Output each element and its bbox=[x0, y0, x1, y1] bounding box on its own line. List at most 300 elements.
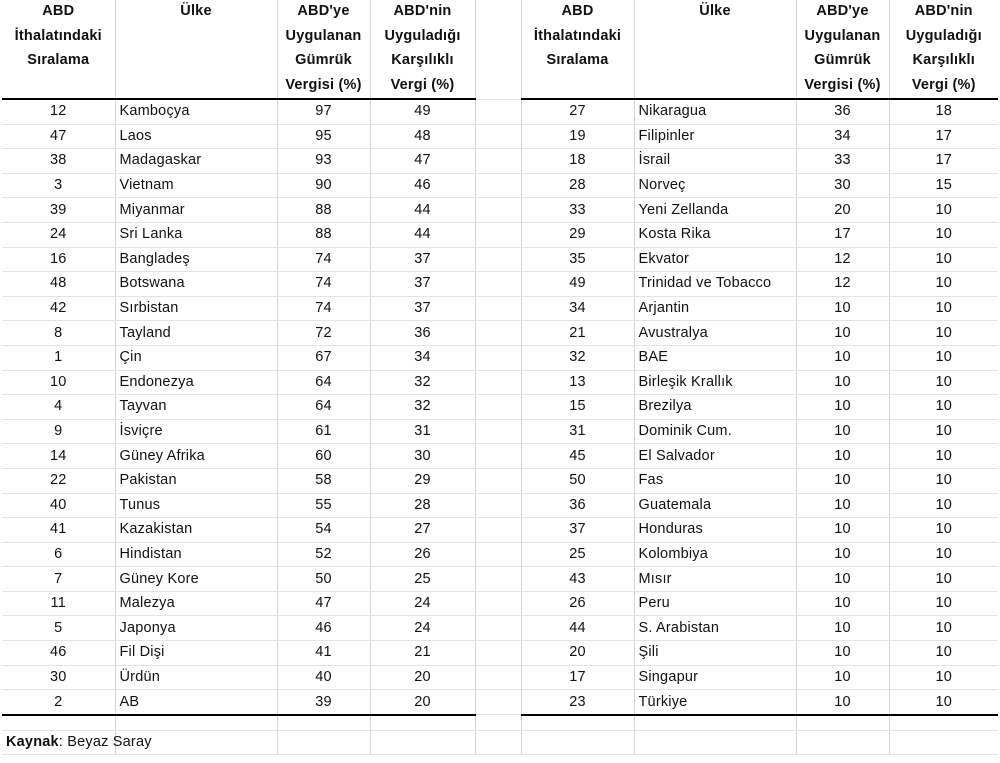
tariff-cell: 10 bbox=[796, 518, 889, 543]
rank-cell: 31 bbox=[521, 419, 634, 444]
spacer-cell bbox=[475, 272, 521, 297]
table-row bbox=[2, 222, 998, 247]
tariff-cell: 10 bbox=[796, 665, 889, 690]
country-cell: S. Arabistan bbox=[634, 616, 796, 641]
rank-cell: 22 bbox=[2, 468, 115, 493]
rank-cell: 45 bbox=[521, 444, 634, 469]
rank-cell: 29 bbox=[521, 222, 634, 247]
reciprocal-cell: 10 bbox=[889, 444, 998, 469]
reciprocal-cell: 10 bbox=[889, 616, 998, 641]
table-row bbox=[2, 345, 998, 370]
spacer-cell bbox=[475, 124, 521, 149]
reciprocal-cell: 49 bbox=[370, 99, 475, 124]
reciprocal-cell: 20 bbox=[370, 690, 475, 715]
tariff-cell: 72 bbox=[277, 321, 370, 346]
rank-cell: 37 bbox=[521, 518, 634, 543]
tariff-cell: 10 bbox=[796, 395, 889, 420]
empty-cell bbox=[277, 715, 370, 731]
reciprocal-cell: 32 bbox=[370, 395, 475, 420]
country-cell: Madagaskar bbox=[115, 149, 277, 174]
rank-cell: 7 bbox=[2, 567, 115, 592]
spacer-cell bbox=[475, 395, 521, 420]
country-cell: Hindistan bbox=[115, 542, 277, 567]
rank-cell: 50 bbox=[521, 468, 634, 493]
reciprocal-cell: 10 bbox=[889, 493, 998, 518]
table-row bbox=[2, 493, 998, 518]
tariff-cell: 20 bbox=[796, 198, 889, 223]
empty-row bbox=[2, 715, 998, 731]
rank-cell: 40 bbox=[2, 493, 115, 518]
tariff-cell: 10 bbox=[796, 616, 889, 641]
header-country-line: Ülke bbox=[699, 3, 731, 19]
tariff-cell: 34 bbox=[796, 124, 889, 149]
header-reciprocal-right bbox=[889, 0, 998, 99]
header-tariff-line: ABD'ye bbox=[297, 3, 350, 19]
spacer-cell bbox=[475, 518, 521, 543]
header-tariff-line: ABD'ye bbox=[816, 3, 869, 19]
spacer-cell bbox=[475, 247, 521, 272]
tariff-cell: 88 bbox=[277, 222, 370, 247]
tariff-cell: 17 bbox=[796, 222, 889, 247]
reciprocal-cell: 10 bbox=[889, 395, 998, 420]
tariff-cell: 39 bbox=[277, 690, 370, 715]
tariff-cell: 50 bbox=[277, 567, 370, 592]
spacer-cell bbox=[475, 567, 521, 592]
rank-cell: 28 bbox=[521, 173, 634, 198]
header-reciprocal-line: Vergi (%) bbox=[911, 76, 976, 93]
header-rank-line: ABD bbox=[42, 3, 75, 19]
reciprocal-cell: 36 bbox=[370, 321, 475, 346]
country-cell: İsrail bbox=[634, 149, 796, 174]
country-cell: Kosta Rika bbox=[634, 222, 796, 247]
reciprocal-cell: 37 bbox=[370, 272, 475, 297]
rank-cell: 18 bbox=[521, 149, 634, 174]
tariff-cell: 10 bbox=[796, 567, 889, 592]
header-rank-right bbox=[521, 0, 634, 99]
country-cell: Nikaragua bbox=[634, 99, 796, 124]
header-tariff-line: Gümrük bbox=[295, 52, 352, 68]
header-tariff-line: Gümrük bbox=[814, 52, 871, 68]
table-row bbox=[2, 124, 998, 149]
reciprocal-cell: 20 bbox=[370, 665, 475, 690]
table-row bbox=[2, 468, 998, 493]
spacer-cell bbox=[475, 690, 521, 715]
spacer-cell bbox=[475, 444, 521, 469]
tariff-cell: 61 bbox=[277, 419, 370, 444]
spacer-cell bbox=[475, 591, 521, 616]
rank-cell: 23 bbox=[521, 690, 634, 715]
country-cell: Vietnam bbox=[115, 173, 277, 198]
reciprocal-cell: 26 bbox=[370, 542, 475, 567]
table-row bbox=[2, 247, 998, 272]
spacer-cell bbox=[475, 468, 521, 493]
tariff-cell: 54 bbox=[277, 518, 370, 543]
spacer-cell bbox=[475, 173, 521, 198]
rank-cell: 1 bbox=[2, 345, 115, 370]
tariff-cell: 10 bbox=[796, 419, 889, 444]
reciprocal-cell: 10 bbox=[889, 321, 998, 346]
source-value: Beyaz Saray bbox=[63, 734, 152, 751]
spacer-cell bbox=[475, 321, 521, 346]
header-reciprocal-line: Karşılıklı bbox=[391, 52, 454, 68]
tariff-cell: 41 bbox=[277, 641, 370, 666]
spacer-cell bbox=[475, 419, 521, 444]
reciprocal-cell: 44 bbox=[370, 198, 475, 223]
tariff-table bbox=[2, 0, 998, 755]
spacer-cell bbox=[475, 370, 521, 395]
country-cell: Pakistan bbox=[115, 468, 277, 493]
rank-cell: 26 bbox=[521, 591, 634, 616]
reciprocal-cell: 28 bbox=[370, 493, 475, 518]
rank-cell: 19 bbox=[521, 124, 634, 149]
tariff-cell: 90 bbox=[277, 173, 370, 198]
spacer-column bbox=[475, 0, 521, 99]
spacer-cell bbox=[475, 345, 521, 370]
empty-cell bbox=[796, 730, 889, 755]
spacer-cell bbox=[475, 222, 521, 247]
header-reciprocal-line: ABD'nin bbox=[393, 3, 452, 19]
reciprocal-cell: 10 bbox=[889, 296, 998, 321]
rank-cell: 30 bbox=[2, 665, 115, 690]
empty-cell bbox=[2, 715, 115, 731]
table-row bbox=[2, 616, 998, 641]
tariff-cell: 93 bbox=[277, 149, 370, 174]
reciprocal-cell: 10 bbox=[889, 419, 998, 444]
header-rank-line: Sıralama bbox=[546, 52, 609, 68]
tariff-cell: 10 bbox=[796, 296, 889, 321]
tariff-cell: 46 bbox=[277, 616, 370, 641]
reciprocal-cell: 10 bbox=[889, 591, 998, 616]
reciprocal-cell: 29 bbox=[370, 468, 475, 493]
country-cell: Fil Dişi bbox=[115, 641, 277, 666]
header-row bbox=[2, 0, 998, 99]
reciprocal-cell: 10 bbox=[889, 272, 998, 297]
reciprocal-cell: 34 bbox=[370, 345, 475, 370]
spacer-cell bbox=[475, 149, 521, 174]
header-reciprocal-line: ABD'nin bbox=[914, 3, 973, 19]
tariff-cell: 33 bbox=[796, 149, 889, 174]
tariff-cell: 74 bbox=[277, 296, 370, 321]
tariff-cell: 10 bbox=[796, 690, 889, 715]
tariff-cell: 10 bbox=[796, 321, 889, 346]
empty-cell bbox=[521, 730, 634, 755]
country-cell: Laos bbox=[115, 124, 277, 149]
table-row bbox=[2, 542, 998, 567]
country-cell: Avustralya bbox=[634, 321, 796, 346]
rank-cell: 33 bbox=[521, 198, 634, 223]
empty-cell bbox=[277, 730, 370, 755]
tariff-cell: 55 bbox=[277, 493, 370, 518]
country-cell: Arjantin bbox=[634, 296, 796, 321]
spacer-cell bbox=[475, 665, 521, 690]
country-cell: BAE bbox=[634, 345, 796, 370]
reciprocal-cell: 44 bbox=[370, 222, 475, 247]
country-cell: Sri Lanka bbox=[115, 222, 277, 247]
table-row bbox=[2, 198, 998, 223]
rank-cell: 41 bbox=[2, 518, 115, 543]
rank-cell: 21 bbox=[521, 321, 634, 346]
rank-cell: 15 bbox=[521, 395, 634, 420]
tariff-cell: 88 bbox=[277, 198, 370, 223]
empty-cell bbox=[370, 715, 475, 731]
country-cell: Dominik Cum. bbox=[634, 419, 796, 444]
rank-cell: 24 bbox=[2, 222, 115, 247]
tariff-cell: 74 bbox=[277, 247, 370, 272]
country-cell: Brezilya bbox=[634, 395, 796, 420]
header-tariff-line: Vergisi (%) bbox=[285, 76, 362, 93]
reciprocal-cell: 10 bbox=[889, 247, 998, 272]
empty-cell bbox=[115, 715, 277, 731]
reciprocal-cell: 10 bbox=[889, 345, 998, 370]
empty-cell bbox=[634, 715, 796, 731]
country-cell: El Salvador bbox=[634, 444, 796, 469]
header-tariff-line: Vergisi (%) bbox=[804, 76, 881, 93]
country-cell: Mısır bbox=[634, 567, 796, 592]
empty-cell bbox=[475, 730, 521, 755]
reciprocal-cell: 46 bbox=[370, 173, 475, 198]
country-cell: Birleşik Krallık bbox=[634, 370, 796, 395]
table-row bbox=[2, 641, 998, 666]
table-row bbox=[2, 149, 998, 174]
country-cell: Filipinler bbox=[634, 124, 796, 149]
rank-cell: 44 bbox=[521, 616, 634, 641]
rank-cell: 47 bbox=[2, 124, 115, 149]
spacer-cell bbox=[475, 542, 521, 567]
table-row bbox=[2, 99, 998, 124]
tariff-cell: 30 bbox=[796, 173, 889, 198]
country-cell: Ürdün bbox=[115, 665, 277, 690]
country-cell: Tayland bbox=[115, 321, 277, 346]
rank-cell: 13 bbox=[521, 370, 634, 395]
rank-cell: 39 bbox=[2, 198, 115, 223]
table-row bbox=[2, 272, 998, 297]
rank-cell: 27 bbox=[521, 99, 634, 124]
rank-cell: 48 bbox=[2, 272, 115, 297]
tariff-cell: 12 bbox=[796, 247, 889, 272]
tariff-cell: 74 bbox=[277, 272, 370, 297]
country-cell: Singapur bbox=[634, 665, 796, 690]
reciprocal-cell: 32 bbox=[370, 370, 475, 395]
empty-cell bbox=[521, 715, 634, 731]
header-tariff-right bbox=[796, 0, 889, 99]
tariff-cell: 10 bbox=[796, 591, 889, 616]
empty-cell bbox=[796, 715, 889, 731]
table-row bbox=[2, 665, 998, 690]
rank-cell: 34 bbox=[521, 296, 634, 321]
reciprocal-cell: 17 bbox=[889, 149, 998, 174]
tariff-cell: 10 bbox=[796, 468, 889, 493]
tariff-cell: 12 bbox=[796, 272, 889, 297]
country-cell: Fas bbox=[634, 468, 796, 493]
empty-cell bbox=[889, 730, 998, 755]
tariff-cell: 36 bbox=[796, 99, 889, 124]
table-row bbox=[2, 690, 998, 715]
reciprocal-cell: 10 bbox=[889, 641, 998, 666]
header-tariff-line: Uygulanan bbox=[285, 27, 362, 44]
country-cell: Trinidad ve Tobacco bbox=[634, 272, 796, 297]
header-reciprocal-line: Karşılıklı bbox=[912, 52, 975, 68]
country-cell: Bangladeş bbox=[115, 247, 277, 272]
tariff-cell: 10 bbox=[796, 641, 889, 666]
reciprocal-cell: 10 bbox=[889, 468, 998, 493]
reciprocal-cell: 27 bbox=[370, 518, 475, 543]
rank-cell: 14 bbox=[2, 444, 115, 469]
tariff-cell: 10 bbox=[796, 345, 889, 370]
table-row bbox=[2, 173, 998, 198]
rank-cell: 16 bbox=[2, 247, 115, 272]
rank-cell: 36 bbox=[521, 493, 634, 518]
table-row bbox=[2, 419, 998, 444]
tariff-cell: 47 bbox=[277, 591, 370, 616]
spacer-cell bbox=[475, 99, 521, 124]
spacer-cell bbox=[475, 616, 521, 641]
tariff-cell: 64 bbox=[277, 370, 370, 395]
empty-cell bbox=[475, 715, 521, 731]
header-rank-line: İthalatındaki bbox=[533, 27, 622, 44]
rank-cell: 8 bbox=[2, 321, 115, 346]
country-cell: Endonezya bbox=[115, 370, 277, 395]
tariff-cell: 64 bbox=[277, 395, 370, 420]
header-tariff-line: Uygulanan bbox=[804, 27, 881, 44]
spacer-cell bbox=[475, 493, 521, 518]
rank-cell: 17 bbox=[521, 665, 634, 690]
rank-cell: 5 bbox=[2, 616, 115, 641]
header-reciprocal-line: Uyguladığı bbox=[384, 27, 461, 44]
country-cell: Ekvator bbox=[634, 247, 796, 272]
table-row bbox=[2, 296, 998, 321]
table-row bbox=[2, 591, 998, 616]
reciprocal-cell: 25 bbox=[370, 567, 475, 592]
header-reciprocal-line: Vergi (%) bbox=[390, 76, 455, 93]
reciprocal-cell: 31 bbox=[370, 419, 475, 444]
country-cell: Malezya bbox=[115, 591, 277, 616]
reciprocal-cell: 10 bbox=[889, 690, 998, 715]
tariff-cell: 10 bbox=[796, 493, 889, 518]
country-cell: Kazakistan bbox=[115, 518, 277, 543]
rank-cell: 20 bbox=[521, 641, 634, 666]
spacer-cell bbox=[475, 198, 521, 223]
header-rank-line: Sıralama bbox=[27, 52, 90, 68]
rank-cell: 4 bbox=[2, 395, 115, 420]
reciprocal-cell: 17 bbox=[889, 124, 998, 149]
header-rank-left bbox=[2, 0, 115, 99]
table-row bbox=[2, 518, 998, 543]
header-country-line: Ülke bbox=[180, 3, 212, 19]
source-row bbox=[2, 730, 998, 755]
table-body bbox=[2, 0, 998, 755]
empty-cell bbox=[889, 715, 998, 731]
header-rank-line: ABD bbox=[561, 3, 594, 19]
reciprocal-cell: 21 bbox=[370, 641, 475, 666]
header-reciprocal-left bbox=[370, 0, 475, 99]
country-cell: İsviçre bbox=[115, 419, 277, 444]
table-row bbox=[2, 395, 998, 420]
header-country-left bbox=[115, 0, 277, 99]
empty-cell bbox=[634, 730, 796, 755]
spreadsheet bbox=[2, 0, 998, 755]
header-reciprocal-line: Uyguladığı bbox=[905, 27, 982, 44]
reciprocal-cell: 18 bbox=[889, 99, 998, 124]
tariff-cell: 52 bbox=[277, 542, 370, 567]
rank-cell: 11 bbox=[2, 591, 115, 616]
reciprocal-cell: 10 bbox=[889, 567, 998, 592]
country-cell: Çin bbox=[115, 345, 277, 370]
country-cell: Tayvan bbox=[115, 395, 277, 420]
country-cell: AB bbox=[115, 690, 277, 715]
country-cell: Güney Kore bbox=[115, 567, 277, 592]
tariff-cell: 40 bbox=[277, 665, 370, 690]
country-cell: Kamboçya bbox=[115, 99, 277, 124]
reciprocal-cell: 15 bbox=[889, 173, 998, 198]
reciprocal-cell: 10 bbox=[889, 665, 998, 690]
country-cell: Peru bbox=[634, 591, 796, 616]
rank-cell: 12 bbox=[2, 99, 115, 124]
reciprocal-cell: 47 bbox=[370, 149, 475, 174]
tariff-cell: 58 bbox=[277, 468, 370, 493]
table-row bbox=[2, 321, 998, 346]
source-separator: : bbox=[58, 734, 64, 751]
empty-cell bbox=[370, 730, 475, 755]
spacer-cell bbox=[475, 296, 521, 321]
tariff-cell: 10 bbox=[796, 444, 889, 469]
tariff-cell: 10 bbox=[796, 370, 889, 395]
rank-cell: 10 bbox=[2, 370, 115, 395]
country-cell: Tunus bbox=[115, 493, 277, 518]
table-row bbox=[2, 444, 998, 469]
rank-cell: 6 bbox=[2, 542, 115, 567]
rank-cell: 38 bbox=[2, 149, 115, 174]
country-cell: Güney Afrika bbox=[115, 444, 277, 469]
rank-cell: 42 bbox=[2, 296, 115, 321]
rank-cell: 25 bbox=[521, 542, 634, 567]
country-cell: Yeni Zellanda bbox=[634, 198, 796, 223]
header-rank-line: İthalatındaki bbox=[14, 27, 102, 44]
header-country-right bbox=[634, 0, 796, 99]
country-cell: Sırbistan bbox=[115, 296, 277, 321]
reciprocal-cell: 10 bbox=[889, 518, 998, 543]
country-cell: Honduras bbox=[634, 518, 796, 543]
country-cell: Guatemala bbox=[634, 493, 796, 518]
country-cell: Miyanmar bbox=[115, 198, 277, 223]
table-row bbox=[2, 370, 998, 395]
spacer-cell bbox=[475, 641, 521, 666]
tariff-cell: 60 bbox=[277, 444, 370, 469]
reciprocal-cell: 24 bbox=[370, 591, 475, 616]
country-cell: Türkiye bbox=[634, 690, 796, 715]
country-cell: Şili bbox=[634, 641, 796, 666]
reciprocal-cell: 10 bbox=[889, 222, 998, 247]
country-cell: Botswana bbox=[115, 272, 277, 297]
rank-cell: 35 bbox=[521, 247, 634, 272]
reciprocal-cell: 10 bbox=[889, 542, 998, 567]
rank-cell: 3 bbox=[2, 173, 115, 198]
rank-cell: 9 bbox=[2, 419, 115, 444]
rank-cell: 49 bbox=[521, 272, 634, 297]
source-label: Kaynak bbox=[6, 734, 59, 751]
source-cell bbox=[2, 730, 152, 755]
reciprocal-cell: 10 bbox=[889, 370, 998, 395]
reciprocal-cell: 37 bbox=[370, 296, 475, 321]
country-cell: Norveç bbox=[634, 173, 796, 198]
reciprocal-cell: 30 bbox=[370, 444, 475, 469]
header-tariff-left bbox=[277, 0, 370, 99]
tariff-cell: 95 bbox=[277, 124, 370, 149]
tariff-cell: 67 bbox=[277, 345, 370, 370]
table-row bbox=[2, 567, 998, 592]
reciprocal-cell: 48 bbox=[370, 124, 475, 149]
tariff-cell: 97 bbox=[277, 99, 370, 124]
rank-cell: 32 bbox=[521, 345, 634, 370]
